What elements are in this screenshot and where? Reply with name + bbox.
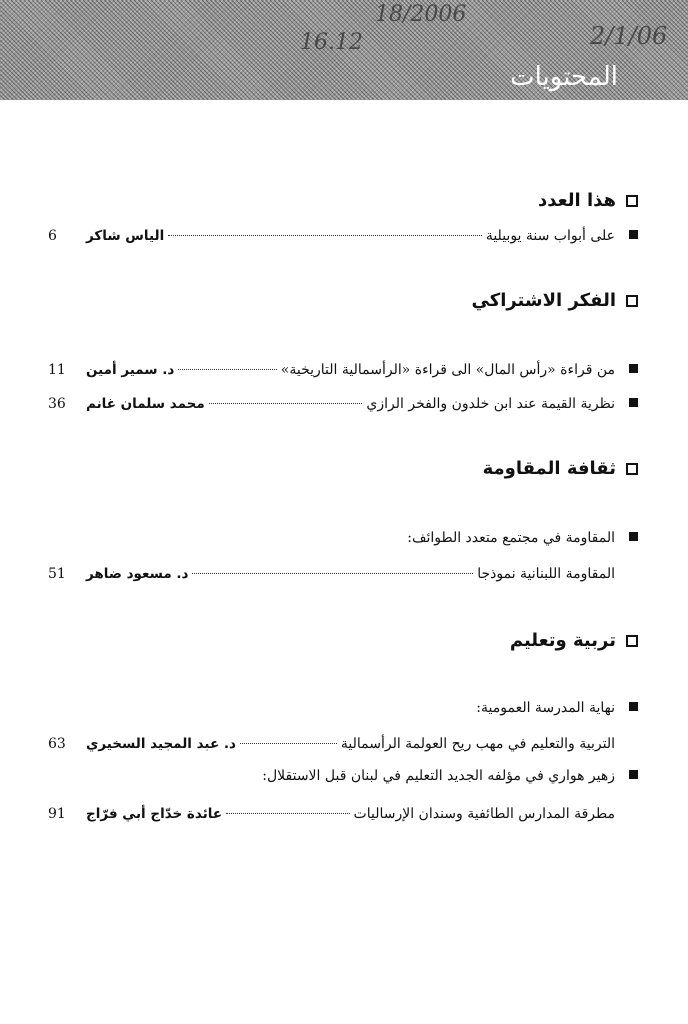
dot-leader	[178, 369, 276, 370]
page-title: المحتويات	[510, 62, 618, 92]
toc-entry-intro	[48, 530, 638, 546]
toc-entry[interactable]	[48, 362, 638, 378]
dot-leader	[240, 743, 337, 744]
header-handwriting: 18/2006	[375, 2, 467, 27]
toc-entry[interactable]	[48, 228, 638, 244]
checkbox-square-icon	[626, 195, 638, 207]
bullet-square-icon	[629, 364, 638, 373]
dot-leader	[168, 235, 482, 236]
entry-title: من قراءة «رأس المال» الى قراءة «الرأسمالية التاريخية»	[280, 362, 615, 378]
dot-leader	[209, 403, 363, 404]
entry-intro: زهير هواري في مؤلفه الجديد التعليم في لبنان قبل الاستقلال:	[262, 768, 615, 784]
section-heading	[483, 458, 638, 479]
entry-title: المقاومة اللبنانية نموذجا	[477, 566, 615, 582]
header-band	[0, 0, 688, 100]
bullet-square-icon	[629, 230, 638, 239]
entry-author: د. عبد المجيد السخيري	[86, 736, 236, 752]
section-title: الفكر الاشتراكي	[471, 290, 616, 311]
header-handwriting: 2/1/06	[590, 22, 668, 50]
dot-leader	[226, 813, 349, 814]
entry-author: محمد سلمان غانم	[86, 396, 205, 412]
checkbox-square-icon	[626, 635, 638, 647]
entry-page-number: 91	[48, 806, 66, 822]
entry-author: عائدة خدّاج أبي فرّاج	[86, 806, 223, 822]
bullet-square-icon	[629, 398, 638, 407]
section-heading	[538, 190, 638, 211]
entry-title: التربية والتعليم في مهب ريح العولمة الرأسمالية	[340, 736, 615, 752]
entry-title: نظرية القيمة عند ابن خلدون والفخر الرازي	[366, 396, 615, 412]
section-heading	[472, 290, 638, 311]
entry-title: على أبواب سنة يوبيلية	[485, 228, 615, 244]
header-handwriting: 16.12	[300, 30, 363, 55]
toc-entry-intro	[48, 768, 638, 784]
entry-page-number: 11	[48, 362, 66, 378]
checkbox-square-icon	[626, 463, 638, 475]
section-title: هذا العدد	[537, 190, 616, 211]
checkbox-square-icon	[626, 295, 638, 307]
dot-leader	[192, 573, 473, 574]
entry-intro: نهاية المدرسة العمومية:	[476, 700, 615, 716]
toc-entry-intro	[48, 700, 638, 716]
entry-author: الياس شاكر	[86, 228, 165, 244]
section-title: تربية وتعليم	[509, 630, 616, 651]
entry-page-number: 36	[48, 396, 66, 412]
entry-intro: المقاومة في مجتمع متعدد الطوائف:	[407, 530, 615, 546]
toc-entry[interactable]	[48, 736, 638, 752]
entry-page-number: 6	[48, 228, 57, 244]
entry-title: مطرقة المدارس الطائفية وسندان الإرساليات	[353, 806, 615, 822]
entry-page-number: 63	[48, 736, 66, 752]
bullet-square-icon	[629, 770, 638, 779]
section-heading	[510, 630, 638, 651]
toc-entry[interactable]	[48, 566, 638, 582]
bullet-square-icon	[629, 532, 638, 541]
entry-author: د. مسعود ضاهر	[86, 566, 189, 582]
bullet-square-icon	[629, 702, 638, 711]
entry-author: د. سمير أمين	[86, 362, 175, 378]
section-title: ثقافة المقاومة	[482, 458, 616, 479]
toc-entry[interactable]	[48, 806, 638, 822]
entry-page-number: 51	[48, 566, 66, 582]
toc-entry[interactable]	[48, 396, 638, 412]
